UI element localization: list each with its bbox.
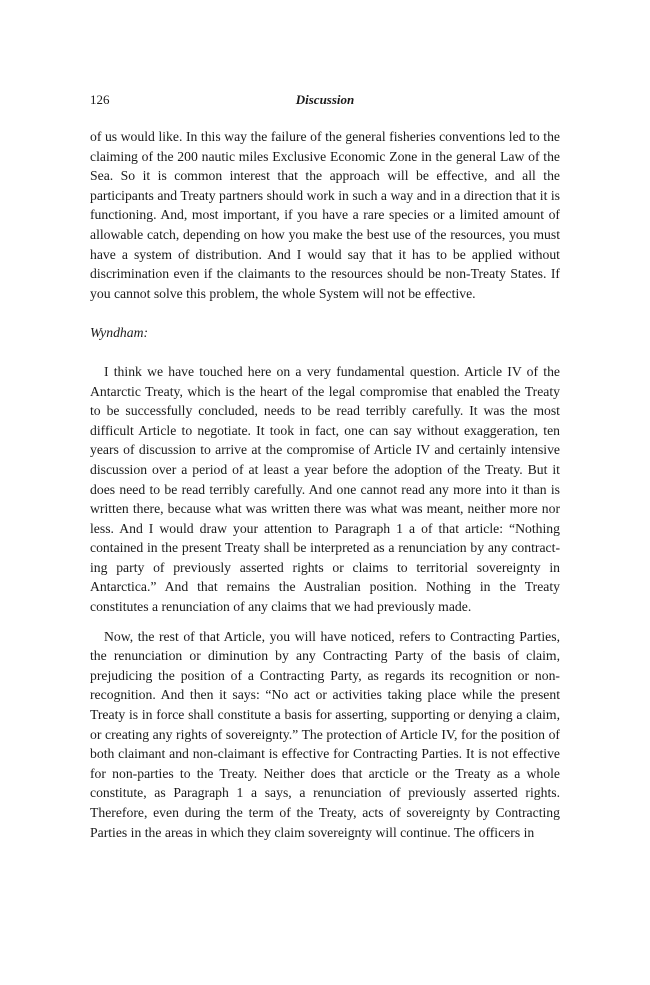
page-header: [90, 92, 560, 110]
page-number: 126: [90, 92, 110, 107]
paragraph-gap: [90, 617, 560, 627]
paragraph-wyndham-1: I think we have touched here on a very fundamental question. Article IV of the Antarctic Treaty, which is the heart of the legal compromise that enabled the Treaty to be successfully concluded, needs to be read terribly carefully. It was the most difficult Article to negotiate. It took in fact, one can say without exaggeration, ten years of discussion to arrive at the compromise of Article IV and certainly intensive discussion over a period of at least a year before the adoption of the Treaty. But it does need to be read terribly carefully. And one cannot read any more into it than is written there, because what was written there was what was meant, neither more nor less. And I would draw your attention to Paragraph 1 a of that article: “Nothing contained in the present Treaty shall be interpreted as a renunciation by any contracting party of previously asserted rights or claims to territorial sovereignty in Antarctica.” And that remains the Australian position. Nothing in the Treaty constitutes a renunciation of any claims that we had previously made.: [90, 363, 560, 615]
paragraph-continued: of us would like. In this way the failure of the general fisheries conventions led to the claiming of the 200 nautic miles Exclusive Economic Zone in the general Law of the Sea. So it is common interest that the approach will be effective, and all the participants and Treaty partners should work in such a way and in a direction that it is functioning. And, most important, if you have a rare species or a limited amount of allowable catch, depending on how you make the best use of the resources, you must have a system of distribution. And I would say that it has to be applied without discrimination even if the claimants to the resources should be non-Treaty States. If you cannot solve this problem, the whole System will not be effective.: [90, 129, 560, 301]
running-head: Discussion: [295, 92, 355, 107]
paragraph-wyndham-2: Now, the rest of that Article, you will have noticed, refers to Contracting Parties, the renunciation or diminution by any Contracting Party of the basis of claim, prejudicing the position of a Contracting Party, as regards its recognition or non-recognition. And then it says: “No act or activities taking place while the present Treaty is in force shall constitute a basis for asserting, supporting or denying a claim, or creating any rights of sovereignty.” The protection of Article IV, for the position of both claimant and non-claimant is effective for Contracting Parties. It is not effective for non-parties to the Treaty. Neither does that arcticle or the Treaty as a whole constitute, as Paragraph 1 a says, a renunciation of previously asserted rights. Therefore, even during the term of the Treaty, acts of sovereignty by Contracting Parties in the areas in which they claim sovereignty will continue. The officers in: [90, 628, 560, 840]
body-text: [90, 127, 560, 842]
document-page: [90, 92, 560, 842]
speaker-label: Wyndham:: [90, 325, 149, 341]
